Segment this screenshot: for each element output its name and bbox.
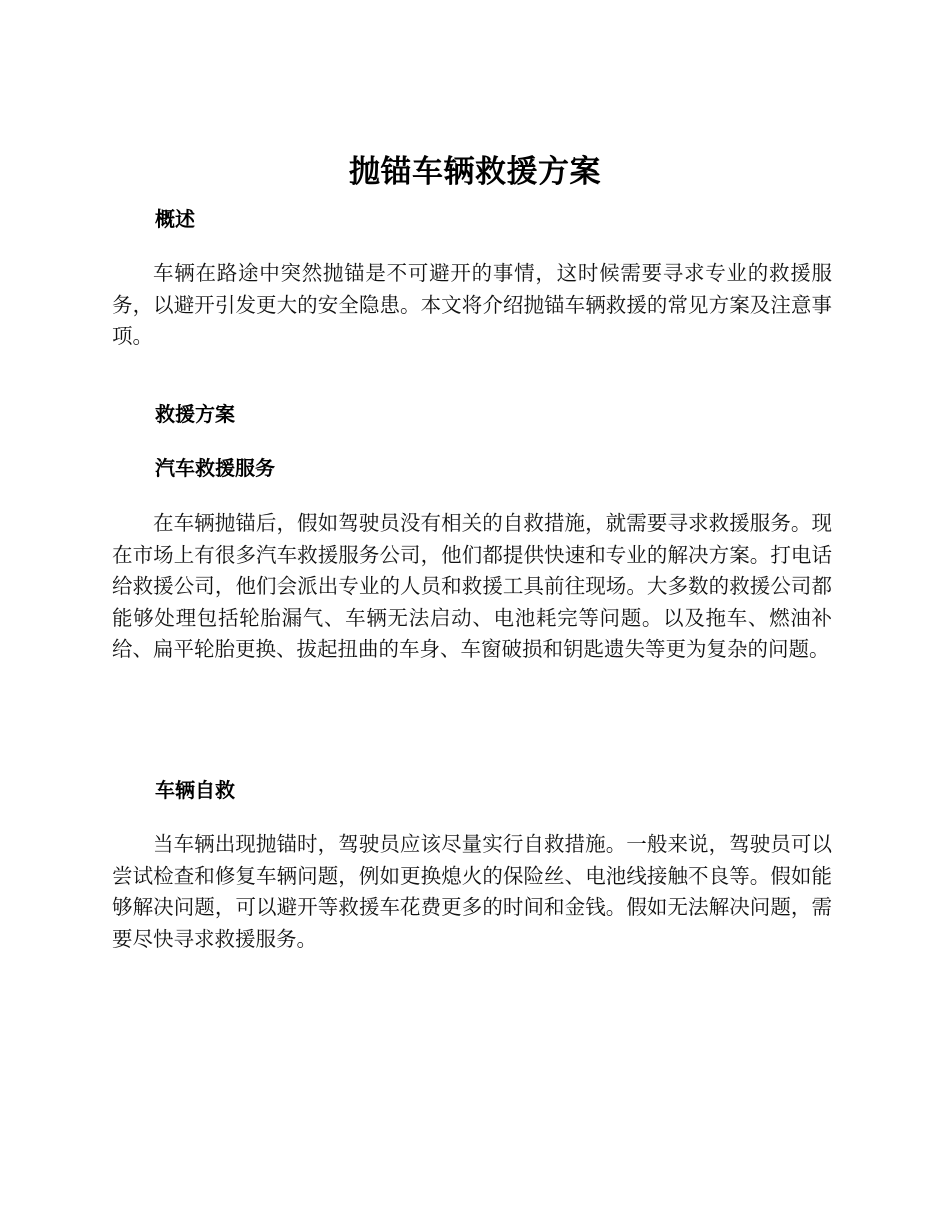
section-heading-overview: 概述: [155, 207, 195, 231]
document-title: 抛锚车辆救援方案: [349, 154, 601, 190]
section-heading-rescue-plan: 救援方案: [155, 402, 235, 426]
section-paragraph-self-rescue: 当车辆出现抛锚时，驾驶员应该尽量实行自救措施。一般来说，驾驶员可以尝试检查和修复车辆问题，例如更换熄火的保险丝、电池线接触不良等。假如能够解决问题，可以避开等救援车花费更多的时间和金钱。假如无法解决问题，需要尽快寻求救援服务。: [112, 832, 832, 951]
section-paragraph-overview: 车辆在路途中突然抛锚是不可避开的事情，这时候需要寻求专业的救援服务，以避开引发更大的安全隐患。本文将介绍抛锚车辆救援的常见方案及注意事项。: [112, 261, 832, 348]
section-heading-self-rescue: 车辆自救: [155, 778, 235, 802]
section-heading-car-rescue-service: 汽车救援服务: [155, 456, 275, 480]
section-paragraph-car-rescue-service: 在车辆抛锚后，假如驾驶员没有相关的自救措施，就需要寻求救援服务。现在市场上有很多汽车救援服务公司，他们都提供快速和专业的解决方案。打电话给救援公司，他们会派出专业的人员和救援工具前往现场。大多数的救援公司都能够处理包括轮胎漏气、车辆无法启动、电池耗完等问题。以及拖车、燃油补给、扁平轮胎更换、拔起扭曲的车身、车窗破损和钥匙遗失等更为复杂的问题。: [112, 511, 832, 661]
